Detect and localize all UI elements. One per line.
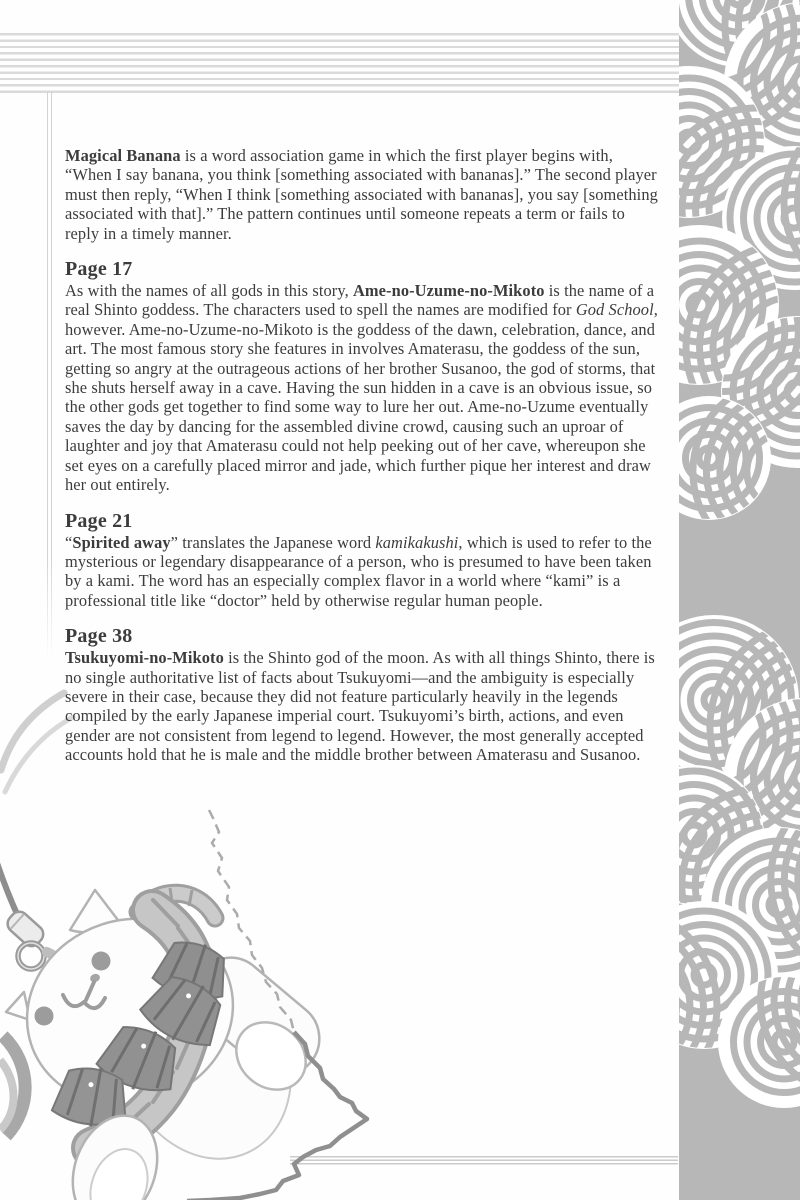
cat-eye [92,952,111,971]
translation-notes [65,146,661,765]
strap-cord [0,863,17,914]
cat-eye [35,1007,54,1026]
yarn-ball-pattern [679,0,800,1200]
top-rule-lines [0,33,679,93]
section-paragraph: Tsukuyomi-no-Mikoto is the Shinto god of the moon. As with all things Shinto, there is no single authoritative list of facts about Tsukuyomi—and the ambiguity is especially severe in their case, because they did not feature particularly heavily in the legends compiled by the early Japanese imperial court. Tsukuyomi’s birth, actions, and even gender are not consistent from legend to legend. However, the most generally accepted accounts hold that he is male and the middle brother between Amaterasu and Susanoo. [65,648,655,765]
left-vertical-rule [47,92,52,658]
rope-wrap [0,1060,14,1130]
section-paragraph: “Spirited away” translates the Japanese word kamikakushi, which is used to refer to the mysterious or legendary disappearance of a person, who is presumed to have been taken by a kami. The word has an especially complex flavor in a world where “kami” is a professional title like “doctor” held by otherwise regular human people. [65,532,652,610]
decorative-sidebar [679,0,800,1200]
strap-cord [5,717,73,792]
section-heading: Page 21 [65,509,133,532]
section-heading: Page 17 [65,258,133,281]
section-heading: Page 38 [65,625,133,648]
section-paragraph: Magical Banana is a word association game in which the first player begins with, “When I say banana, you think [something associated with bananas].” The second player must then reply, “When I think [something associated with bananas], you say [something associated with that].” The pattern continues until someone repeats a term or fails to reply in a timely manner. [65,146,658,243]
section-paragraph: As with the names of all gods in this story, Ame-no-Uzume-no-Mikoto is the name of a real Shinto goddess. The characters used to spell the names are modified for God School, however. Ame-no-Uzume-no-Mikoto is the goddess of the dawn, celebration, dance, and art. The most famous story she features in involves Amaterasu, the goddess of the sun, getting so angry at the outrageous actions of her brother Susanoo, the god of storms, that she shuts herself away in a cave. Having the sun hidden in a cave is an obvious issue, so the other gods get together to find some way to lure her out. Ame-no-Uzume eventually saves the day by dancing for the assembled divine crowd, causing such an uproar of laughter and joy that Amaterasu could not help peeking out of her cave, whereupon she set eyes on a carefully placed mirror and jade, which further pique her interest and draw her out entirely. [65,281,658,495]
